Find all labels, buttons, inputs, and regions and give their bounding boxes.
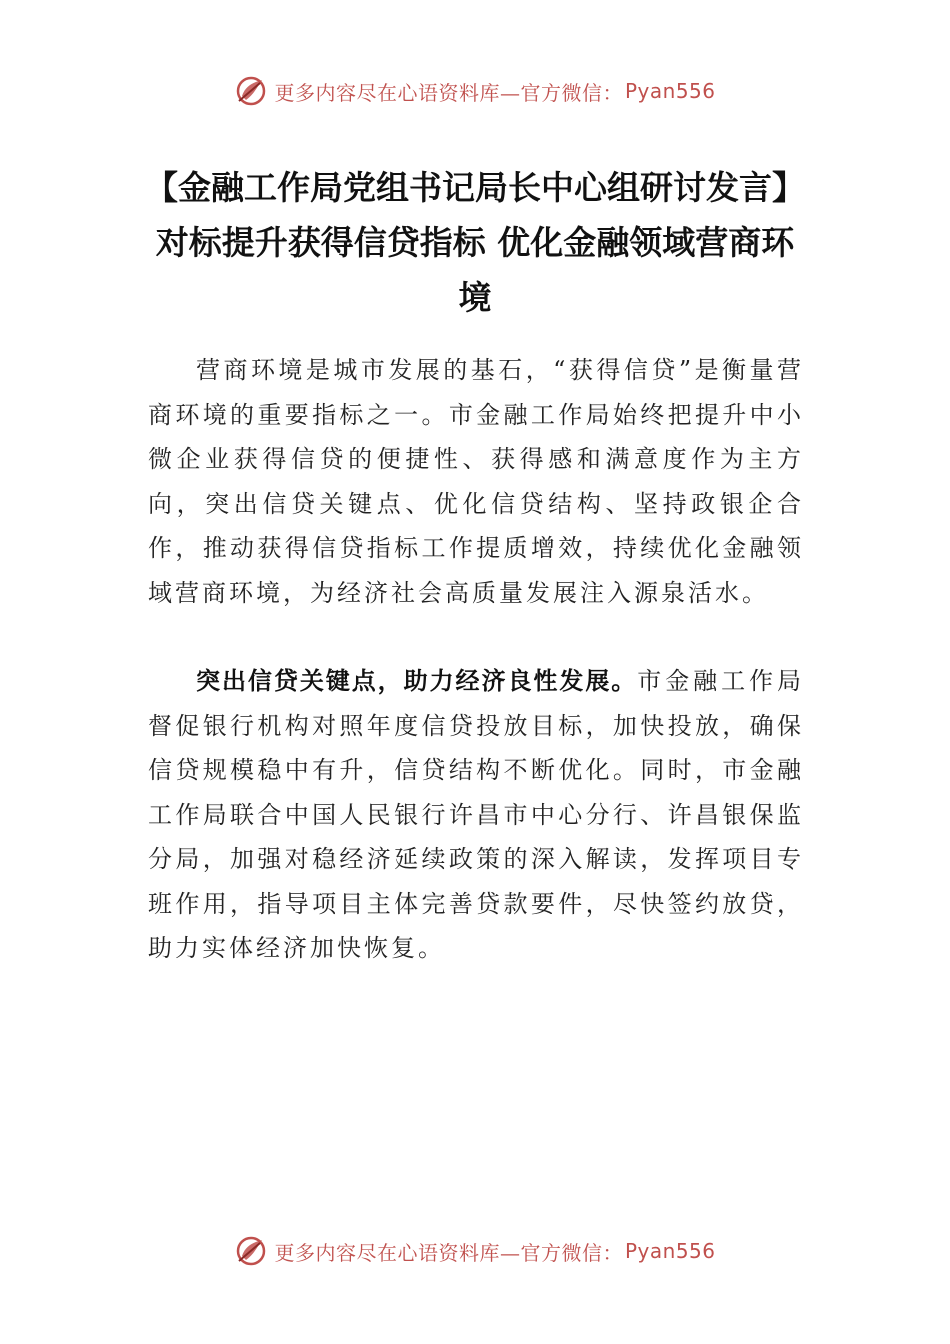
paragraph-credit-keypoints [148,659,804,971]
watermark-text: 更多内容尽在心语资料库—官方微信： [274,1240,623,1265]
document-title: 【金融工作局党组书记局长中心组研讨发言】对标提升获得信贷指标 优化金融领域营商环境 [145,168,805,317]
header-watermark [0,74,950,108]
watermark-text: 更多内容尽在心语资料库—官方微信： [274,80,623,105]
paragraph-intro [148,348,804,615]
paragraph-lead: 突出信贷关键点，助力经济良性发展。 [196,667,638,695]
brand-logo-icon [234,1234,268,1268]
paragraph-text: 营商环境是城市发展的基石，“获得信贷”是衡量营商环境的重要指标之一。市金融工作局始终把提升中小微企业获得信贷的便捷性、获得感和满意度作为主方向，突出信贷关键点、优化信贷结构、坚持政银企合作，推动获得信贷指标工作提质增效，持续优化金融领域营商环境，为经济社会高质量发展注入源泉活水。 [148,356,804,607]
document-body [148,348,804,971]
footer-watermark [0,1234,950,1268]
brand-logo-icon [234,74,268,108]
paragraph-text: 市金融工作局督促银行机构对照年度信贷投放目标，加快投放，确保信贷规模稳中有升，信贷结构不断优化。同时，市金融工作局联合中国人民银行许昌市中心分行、许昌银保监分局，加强对稳经济延续政策的深入解读，发挥项目专班作用，指导项目主体完善贷款要件，尽快签约放贷，助力实体经济加快恢复。 [148,667,805,962]
watermark-handle: Pyan556 [624,1239,716,1263]
watermark-handle: Pyan556 [624,79,716,103]
